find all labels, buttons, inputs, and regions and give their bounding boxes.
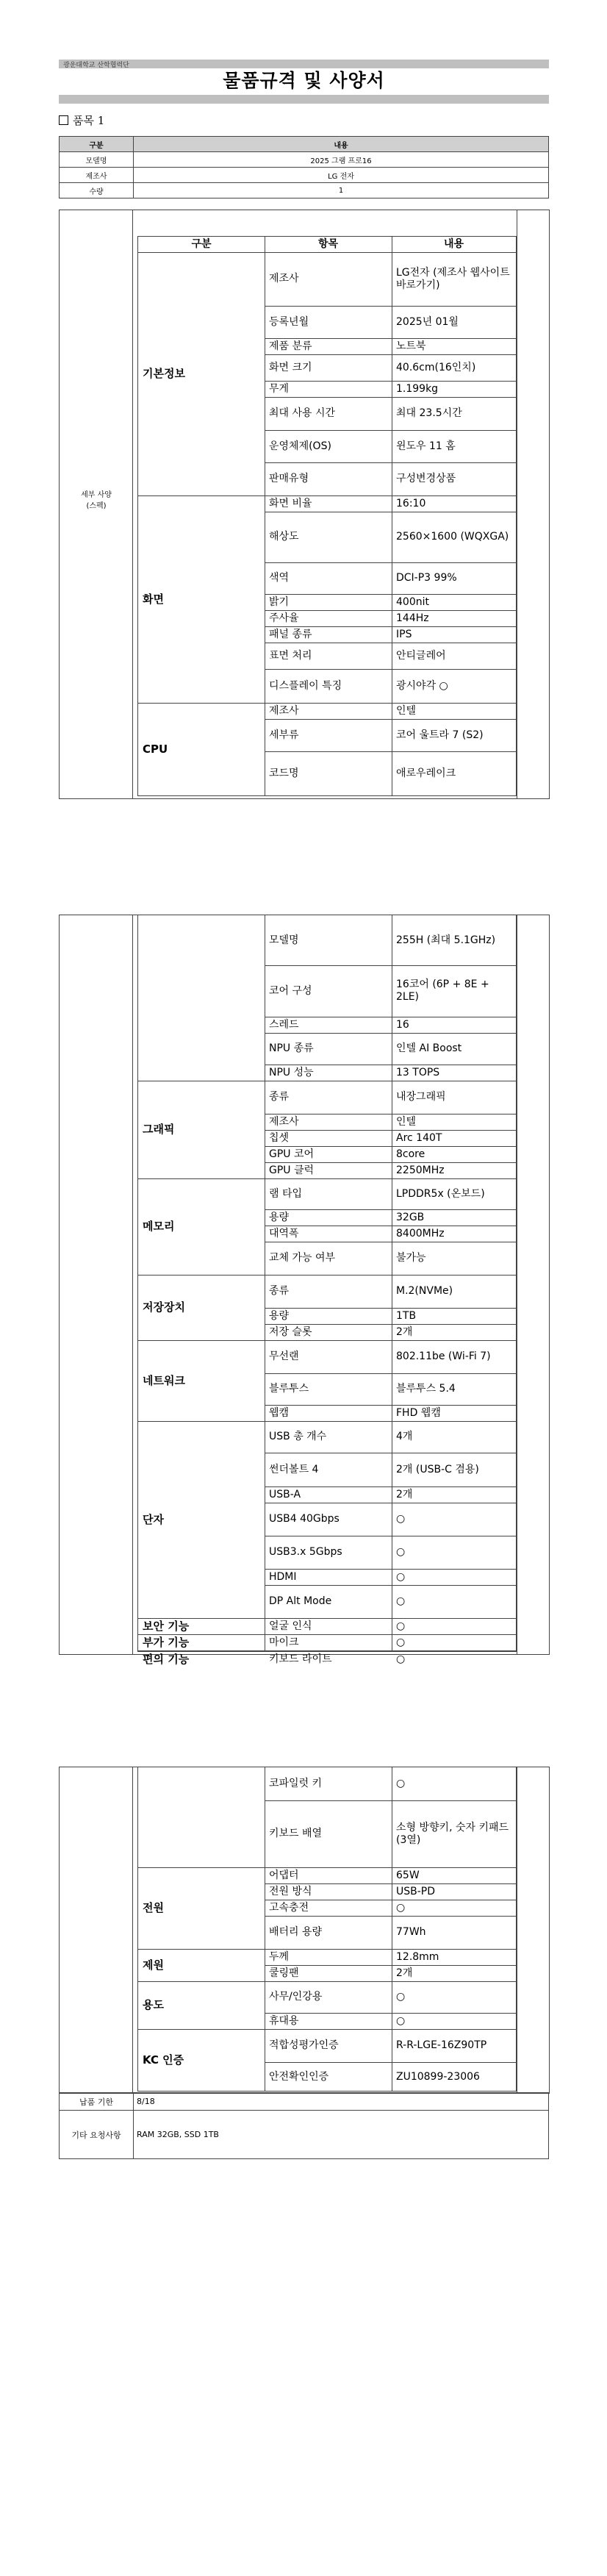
spec-item-label: 대역폭 [269,1227,299,1239]
spec-item-value: ○ [396,1778,406,1789]
summary-value: 2025 그램 프로16 [134,152,549,168]
spec-item-value: 2개 [396,1488,413,1500]
spec-item-label: 적합성평가인증 [269,2039,339,2051]
spec-item-label: 저장 슬롯 [269,1325,312,1338]
spec-item-label: GPU 클럭 [269,1164,315,1176]
grid-line [138,1949,265,1950]
spec-item-label: USB4 40Gbps [269,1513,340,1525]
spec-category [138,1767,265,1867]
spec-category: 그래픽 [143,1123,175,1136]
spec-item-label: 등록년월 [269,315,309,328]
spec-item-value: 애로우레이크 [396,768,456,779]
spec-item-label: NPU 종류 [269,1042,314,1054]
spec-category: 제원 [143,1958,164,1972]
spec-item-label: 무게 [269,382,290,395]
spec-item-value: 13 TOPS [396,1066,440,1078]
frame-divider [132,210,133,798]
spec-item-value: 안티글레어 [396,649,446,662]
spec-item-value: 8core [396,1148,425,1160]
grid-line [138,1421,265,1422]
spec-item-value: ○ [396,1991,406,2003]
spec-item-value: ZU10899-23006 [396,2070,480,2083]
spec-item-value: 인텔 AI Boost [396,1042,462,1054]
spec-item-label: GPU 코어 [269,1148,315,1160]
spec-item-value: 16코어 (6P + 8E + 2LE) [396,978,489,1003]
spec-item-value: 16:10 [396,497,426,509]
spec-item-label: NPU 성능 [269,1066,314,1078]
spec-item-label: 마이크 [269,1636,299,1648]
spec-item-label: 패널 종류 [269,628,312,640]
spec-item-value: ○ [396,1570,406,1583]
spec-item-value: 4개 [396,1431,413,1442]
summary-label: 모델명 [60,152,134,168]
spec-item-label: 모델명 [269,934,299,946]
spec-item-label: 무선랜 [269,1350,299,1362]
spec-item-value: DCI-P3 99% [396,572,457,584]
spec-item-label: 디스플레이 특징 [269,679,342,692]
spec-item-label: USB-A [269,1488,301,1500]
spec-table-1 [137,236,517,796]
detail-spec-label-text: 세부 사양 (스펙) [81,491,112,510]
spec-item-label: USB 총 개수 [269,1431,327,1442]
spec-item-value: 광시야각 ○ [396,679,448,692]
spec-item-value: 불가능 [396,1252,426,1264]
spec-item-label: USB3.x 5Gbps [269,1546,342,1558]
spec-item-label: 램 타입 [269,1187,303,1200]
spec-item-value: 16 [396,1018,409,1031]
spec-item-value: 2025년 01월 [396,315,459,328]
spec-item-label: 스레드 [269,1018,299,1031]
spec-item-label: 종류 [269,1091,290,1103]
summary-label: 제조사 [60,168,134,183]
grid-line [138,1275,265,1276]
spec-item-value: IPS [396,628,412,640]
spec-item-value: 윈도우 11 홈 [396,440,456,452]
spec-item-label: 배터리 용량 [269,1926,323,1938]
header-bar [59,60,549,68]
spec-item-value: 노트북 [396,340,426,352]
delivery-label: 납품 기한 [60,2093,134,2111]
grid-line [138,1178,265,1179]
spec-item-value: 2개 [396,1325,413,1338]
detail-spec-label [62,490,131,512]
spec-item-label: 고속충전 [269,1901,309,1914]
spec-item-value: 2250MHz [396,1164,445,1176]
spec-item-value: 77Wh [396,1926,426,1938]
spec-item-value: R-R-LGE-16Z90TP [396,2039,487,2051]
grid-line [138,1340,265,1341]
spec-item-value: Arc 140T [396,1131,442,1144]
spec-item-value: ○ [396,2014,406,2027]
spec-item-value: 2개 [396,1967,413,1979]
spec-item-label: 블루투스 [269,1383,309,1395]
page-title: 물품규격 및 사양서 [223,70,385,91]
summary-header-content: 내용 [134,137,549,152]
spec-item-label: 운영체제(OS) [269,440,331,452]
spec-category: 전원 [143,1901,164,1914]
spec-item-label: 코파일럿 키 [269,1778,323,1789]
spec-item-value: 최대 23.5시간 [396,407,462,419]
spec-item-value: 400nit [396,595,429,608]
spec-item-value: ○ [396,1653,406,1665]
spec-item-value: 인텔 [396,1115,417,1128]
spec-item-value: 802.11be (Wi-Fi 7) [396,1350,491,1362]
grid-line [138,1867,265,1868]
spec-header-cell: 항목 [317,238,339,250]
spec-item-label: 쿨링팬 [269,1967,299,1979]
spec-category: 단자 [143,1512,164,1526]
frame-divider [132,1767,133,2093]
spec-item-label: 썬더볼트 4 [269,1463,319,1475]
spec-item-label: 휴대용 [269,2014,299,2027]
spec-item-label: 세부류 [269,729,299,741]
title-underline-bar [59,95,549,104]
checkbox-icon [59,115,68,125]
other-request-label: 기타 요청사항 [60,2111,134,2159]
spec-category: 용도 [143,1998,164,2011]
grid-line [138,703,265,704]
spec-category: 보안 기능 [143,1619,190,1633]
spec-item-value: 블루투스 5.4 [396,1383,456,1395]
spec-table-2 [137,915,517,1666]
spec-item-label: 화면 비율 [269,497,312,509]
summary-header-category: 구분 [60,137,134,152]
spec-item-value: 1TB [396,1309,417,1322]
spec-item-label: 표면 처리 [269,649,312,662]
spec-category: KC 인증 [143,2053,184,2067]
spec-category: 저장장치 [143,1300,185,1314]
spec-item-value: ○ [396,1513,406,1525]
spec-item-value: 255H (최대 5.1GHz) [396,934,496,946]
spec-category: CPU [143,743,168,756]
spec-item-label: 종류 [269,1285,290,1297]
spec-item-label: DP Alt Mode [269,1595,332,1607]
spec-item-value: 32GB [396,1211,425,1223]
spec-item-value: 144Hz [396,612,429,624]
spec-category [138,915,265,1081]
spec-item-value: ○ [396,1901,406,1914]
spec-category: 네트워크 [143,1373,185,1387]
spec-item-label: 판매유형 [269,473,309,484]
spec-item-label: 어댑터 [269,1869,299,1881]
spec-item-value: 코어 울트라 7 (S2) [396,729,484,741]
other-request-value: RAM 32GB, SSD 1TB [134,2111,549,2159]
spec-table-3 [137,1767,517,2092]
spec-item-label: 제조사 [269,1115,299,1128]
summary-table [59,136,549,198]
spec-item-label: 교체 가능 여부 [269,1252,336,1264]
spec-item-value: 12.8mm [396,1950,439,1963]
spec-item-value: ○ [396,1636,406,1648]
spec-item-value: FHD 웹캠 [396,1406,441,1419]
spec-item-label: 코드명 [269,768,299,779]
spec-item-label: 해상도 [269,531,299,543]
spec-item-value: 2560×1600 (WQXGA) [396,531,509,543]
grid-line [138,1634,265,1635]
request-table [59,2092,549,2159]
spec-item-value: 40.6cm(16인치) [396,361,476,373]
summary-label: 수량 [60,183,134,198]
spec-item-label: 안전확인인증 [269,2070,329,2083]
spec-item-value: 65W [396,1869,420,1881]
spec-header-cell: 내용 [443,238,464,250]
spec-item-value: LG전자 (제조사 웹사이트 바로가기) [396,266,510,291]
spec-category: 부가 기능 [143,1635,190,1649]
spec-item-value: 구성변경상품 [396,473,456,484]
spec-category: 편의 기능 [143,1653,190,1666]
grid-line [138,1618,265,1619]
spec-item-label: 코어 구성 [269,984,312,997]
spec-item-label: 제품 분류 [269,340,312,352]
spec-item-label: 화면 크기 [269,361,312,373]
spec-item-label: 웹캠 [269,1406,290,1419]
summary-value: LG 전자 [134,168,549,183]
spec-item-value: ○ [396,1546,406,1558]
org-name: 광운대학교 산학협력단 [63,62,129,69]
item-label: 품목 1 [73,114,105,127]
spec-item-value: 1.199kg [396,382,439,395]
delivery-value: 8/18 [134,2093,549,2111]
spec-item-label: 주사율 [269,612,299,624]
spec-item-value: 8400MHz [396,1227,445,1239]
spec-item-value: 인텔 [396,704,417,717]
spec-category: 화면 [143,592,164,606]
spec-item-label: 키보드 라이트 [269,1653,332,1665]
spec-item-value: ○ [396,1620,406,1632]
spec-item-label: 칩셋 [269,1131,290,1144]
spec-item-value: USB-PD [396,1885,436,1897]
spec-item-label: 두께 [269,1950,290,1963]
spec-item-label: 용량 [269,1211,290,1223]
spec-item-label: 밝기 [269,595,290,608]
spec-item-value: LPDDR5x (온보드) [396,1187,485,1200]
spec-item-label: 키보드 배열 [269,1828,323,1839]
spec-item-label: 최대 사용 시간 [269,407,336,419]
spec-item-label: 색역 [269,572,290,584]
spec-category: 기본정보 [143,367,185,380]
spec-item-value: M.2(NVMe) [396,1285,453,1297]
summary-value: 1 [134,183,549,198]
grid-line [138,1981,265,1982]
spec-item-value: 소형 방향키, 숫자 키패드(3열) [396,1821,509,1846]
spec-item-value: ○ [396,1595,406,1607]
spec-item-label: 용량 [269,1309,290,1322]
spec-item-label: 제조사 [269,273,299,285]
spec-item-label: HDMI [269,1570,297,1583]
frame-divider [132,915,133,1654]
spec-item-label: 제조사 [269,704,299,717]
spec-header-cell: 구분 [191,238,212,250]
grid-line [138,495,265,496]
spec-item-value: 내장그래픽 [396,1091,446,1103]
spec-item-label: 사무/인강용 [269,1991,323,2003]
spec-item-label: 전원 방식 [269,1885,312,1897]
spec-item-label: 얼굴 인식 [269,1620,312,1632]
grid-line [138,2029,265,2030]
grid-line [138,1650,265,1651]
spec-item-value: 2개 (USB-C 겸용) [396,1463,479,1475]
spec-category: 메모리 [143,1220,175,1233]
item-heading [59,112,104,128]
